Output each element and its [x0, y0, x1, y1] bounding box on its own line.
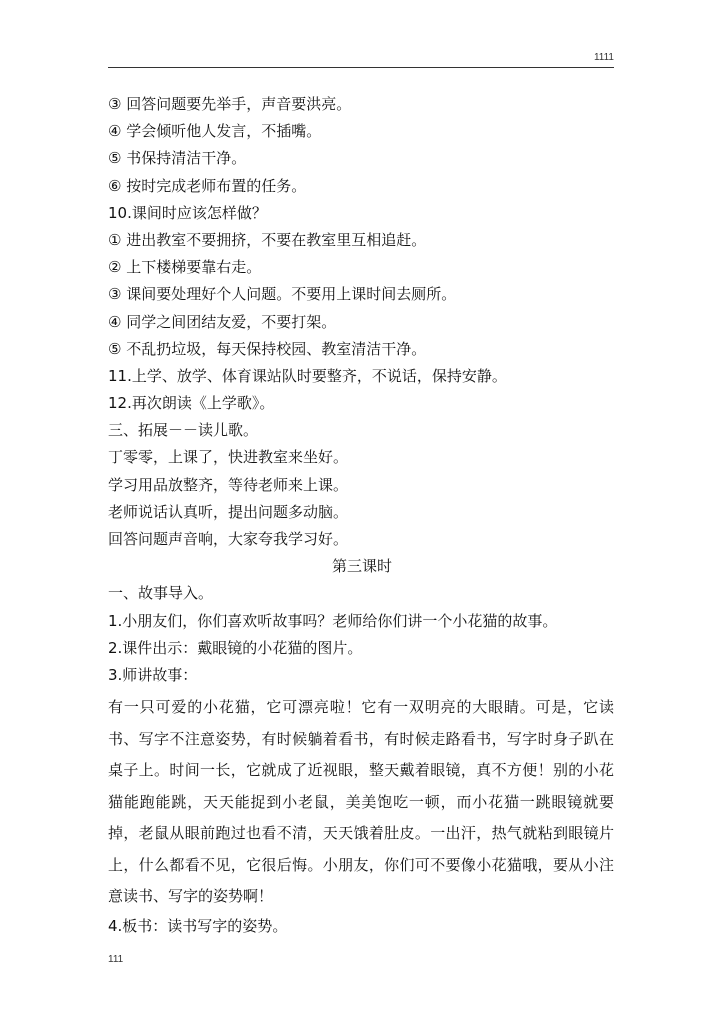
blackboard-notes — [108, 913, 624, 940]
story-paragraph: 有一只可爱的小花猫，它可漂亮啦！它有一双明亮的大眼睛。可是，它读书、写字不注意姿势，有时候躺着看书，有时候走路看书，写字时身子趴在桌子上。时间一长，它就成了近视眼，整天戴着眼镜，真不方便！别的小花猫能跑能跳，天天能捉到小老鼠，美美饱吃一顿，而小花猫一跳眼镜就要掉，老鼠从眼前跑过也看不清，天天饿着肚皮。一出汗，热气就粘到眼镜片上，什么都看不见，它很后悔。小朋友，你们可不要像小花猫哦，要从小注意读书、写字的姿势啊！ — [108, 698, 614, 906]
text-line: ③ 课间要处理好个人问题。不要用上课时间去厕所。 — [108, 285, 457, 304]
text-line: ① 进出教室不要拥挤，不要在教室里互相追赶。 — [108, 230, 427, 249]
text-line: 10.课间时应该怎样做？ — [108, 203, 267, 222]
text-line: 丁零零，上课了，快进教室来坐好。 — [108, 448, 349, 467]
text-line: ② 上下楼梯要靠右走。 — [108, 258, 262, 277]
text-line: 11.上学、放学、体育课站队时要整齐，不说话，保持安静。 — [108, 366, 507, 385]
text-line: 回答问题声音响，大家夸我学习好。 — [108, 530, 349, 548]
story-intro — [108, 580, 624, 689]
section-title: 第三课时 — [331, 557, 392, 576]
header-page-number: 1111 — [593, 52, 614, 63]
text-line: 老师说话认真听，提出问题多动脑。 — [108, 502, 349, 521]
text-line: ③ 回答问题要先举手，声音要洪亮。 — [108, 95, 352, 113]
document-body — [108, 91, 624, 940]
text-line: 一、故事导入。 — [108, 584, 214, 603]
text-line: 三、拓展－－读儿歌。 — [108, 421, 259, 440]
text-line: ④ 同学之间团结友爱，不要打架。 — [108, 312, 337, 331]
text-line: 4.板书：读书写字的姿势。 — [108, 916, 288, 935]
text-line: ⑤ 书保持清洁干净。 — [108, 149, 247, 168]
header-rule — [108, 67, 614, 68]
text-line: ⑥ 按时完成老师布置的任务。 — [108, 176, 307, 195]
text-line: 12.再次朗读《上学歌》。 — [108, 394, 275, 413]
footer-page-number: 111 — [108, 954, 124, 965]
text-line: 1.小朋友们，你们喜欢听故事吗？老师给你们讲一个小花猫的故事。 — [108, 611, 558, 630]
text-line: 3.师讲故事： — [108, 665, 198, 684]
text-line: 学习用品放整齐，等待老师来上课。 — [108, 475, 349, 494]
lesson-list-before — [108, 91, 624, 553]
text-line: 2.课件出示：戴眼镜的小花猫的图片。 — [108, 638, 363, 657]
text-line: ⑤ 不乱扔垃圾，每天保持校园、教室清洁干净。 — [108, 339, 427, 358]
text-line: ④ 学会倾听他人发言，不插嘴。 — [108, 122, 322, 141]
